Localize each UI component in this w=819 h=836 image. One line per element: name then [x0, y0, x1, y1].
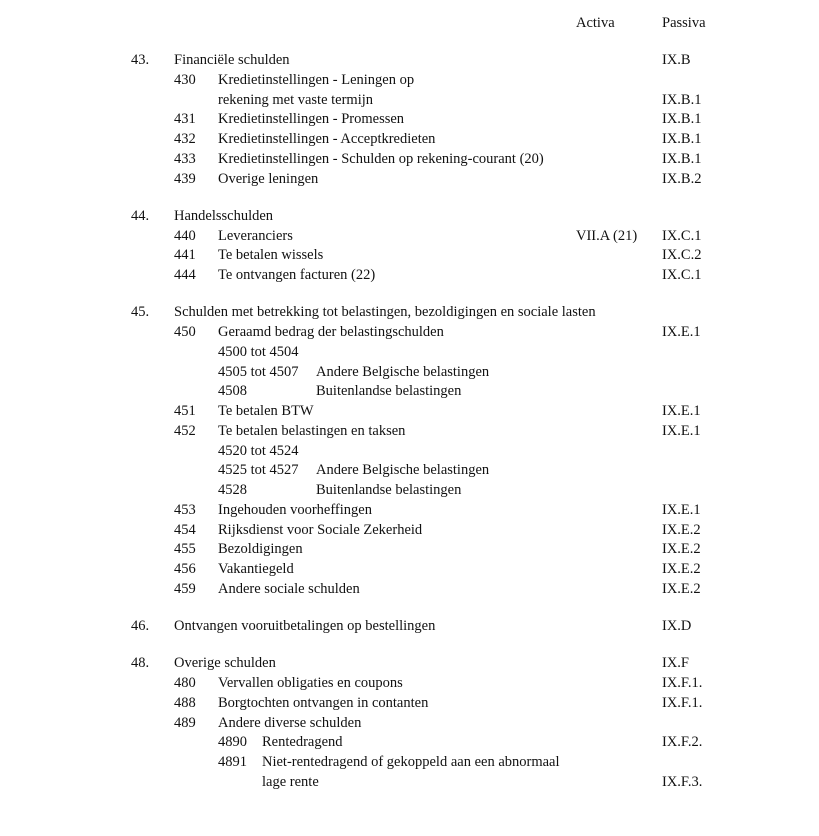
passiva-ref: IX.B.1 — [662, 131, 702, 147]
account-code: 455 — [174, 541, 196, 558]
account-code: 488 — [174, 694, 196, 711]
account-name: Te ontvangen facturen (22) — [218, 267, 376, 283]
sub-account-range: 4500 tot 4504 — [218, 343, 299, 360]
sub-account-name: Niet-rentedragend of gekoppeld aan een abnormaal — [262, 754, 560, 770]
passiva-ref: IX.F.1. — [662, 675, 703, 691]
account-code: 454 — [174, 521, 196, 538]
section-title: Ontvangen vooruitbetalingen op bestellingen — [174, 618, 436, 634]
passiva-ref: IX.E.1 — [662, 324, 701, 340]
passiva-ref: IX.E.1 — [662, 422, 701, 439]
section-title: Overige schulden — [174, 655, 276, 672]
account-name: Te betalen BTW — [218, 403, 314, 419]
account-code: 439 — [174, 170, 196, 187]
sub-account-name: Andere Belgische belastingen — [316, 363, 490, 380]
passiva-ref: IX.B.2 — [662, 170, 702, 187]
account-name: Kredietinstellingen - Schulden op rekening-courant (20) — [218, 150, 544, 167]
section-number: 44. — [131, 207, 150, 224]
account-name: Te betalen belastingen en taksen — [218, 422, 406, 439]
sub-account-range: 4508 — [218, 383, 247, 400]
account-code: 453 — [174, 501, 196, 518]
account-name: Kredietinstellingen - Promessen — [218, 111, 405, 128]
passiva-ref: IX.E.2 — [662, 580, 701, 597]
account-name: Vakantiegeld — [218, 561, 294, 577]
account-code: 432 — [174, 131, 196, 147]
passiva-ref: IX.C.2 — [662, 247, 702, 264]
passiva-header: Passiva — [662, 15, 706, 31]
account-name: Rijksdienst voor Sociale Zekerheid — [218, 521, 423, 538]
sub-account-name: lage rente — [262, 773, 319, 790]
passiva-ref: IX.E.1 — [662, 501, 701, 518]
account-name: Bezoldigingen — [218, 541, 303, 558]
section-title: Handelsschulden — [174, 207, 274, 224]
passiva-ref: IX.E.1 — [662, 403, 701, 419]
account-name: Andere sociale schulden — [218, 580, 360, 597]
account-name: Overige leningen — [218, 170, 319, 187]
account-code: 480 — [174, 675, 196, 691]
sub-account-code: 4890 — [218, 734, 247, 751]
passiva-ref: IX.C.1 — [662, 227, 702, 244]
account-code: 444 — [174, 267, 196, 283]
account-name: Kredietinstellingen - Leningen op — [218, 71, 415, 88]
account-name: Andere diverse schulden — [218, 714, 362, 731]
passiva-ref: IX.B.1 — [662, 150, 702, 167]
passiva-ref: IX.F.2. — [662, 734, 703, 751]
passiva-ref: IX.F.1. — [662, 694, 703, 711]
sub-account-range: 4525 tot 4527 — [218, 462, 299, 479]
sub-account-code: 4891 — [218, 754, 247, 770]
account-name: Te betalen wissels — [218, 247, 324, 264]
section-number: 48. — [131, 655, 150, 672]
account-name: rekening met vaste termijn — [218, 91, 374, 108]
account-code: 459 — [174, 580, 196, 597]
passiva-ref: IX.B.1 — [662, 91, 702, 108]
activa-header: Activa — [576, 15, 615, 31]
account-code: 452 — [174, 422, 196, 439]
passiva-ref: IX.E.2 — [662, 541, 701, 558]
sub-account-name: Andere Belgische belastingen — [316, 462, 490, 479]
account-code: 433 — [174, 150, 196, 167]
passiva-ref: IX.C.1 — [662, 267, 702, 283]
account-code: 431 — [174, 111, 196, 128]
account-code: 430 — [174, 71, 196, 88]
section-number: 45. — [131, 304, 150, 321]
account-name: Geraamd bedrag der belastingschulden — [218, 324, 444, 340]
account-code: 456 — [174, 561, 196, 577]
section-passiva-ref: IX.F — [662, 655, 689, 672]
sub-account-range: 4528 — [218, 482, 247, 498]
activa-ref: VII.A (21) — [576, 227, 638, 244]
account-code: 450 — [174, 324, 196, 340]
passiva-ref: IX.E.2 — [662, 561, 701, 577]
sub-account-range: 4520 tot 4524 — [218, 442, 299, 459]
section-passiva-ref: IX.B — [662, 52, 691, 68]
sub-account-name: Buitenlandse belastingen — [316, 482, 462, 498]
section-number: 46. — [131, 618, 150, 634]
sub-account-range: 4505 tot 4507 — [218, 363, 299, 380]
section-passiva-ref: IX.D — [662, 618, 692, 634]
account-code: 440 — [174, 227, 196, 244]
account-code: 489 — [174, 714, 196, 731]
sub-account-name: Buitenlandse belastingen — [316, 383, 462, 400]
account-name: Borgtochten ontvangen in contanten — [218, 694, 429, 711]
section-title: Schulden met betrekking tot belastingen, bezoldigingen en sociale lasten — [174, 304, 596, 321]
account-name: Vervallen obligaties en coupons — [218, 675, 403, 691]
account-name: Kredietinstellingen - Acceptkredieten — [218, 131, 436, 147]
passiva-ref: IX.B.1 — [662, 111, 702, 128]
section-title: Financiële schulden — [174, 52, 290, 68]
passiva-ref: IX.E.2 — [662, 521, 701, 538]
account-code: 451 — [174, 403, 196, 419]
section-number: 43. — [131, 52, 150, 68]
account-code: 441 — [174, 247, 196, 264]
account-name: Leveranciers — [218, 227, 293, 244]
sub-account-name: Rentedragend — [262, 734, 343, 751]
passiva-ref: IX.F.3. — [662, 773, 703, 790]
account-name: Ingehouden voorheffingen — [218, 501, 372, 518]
